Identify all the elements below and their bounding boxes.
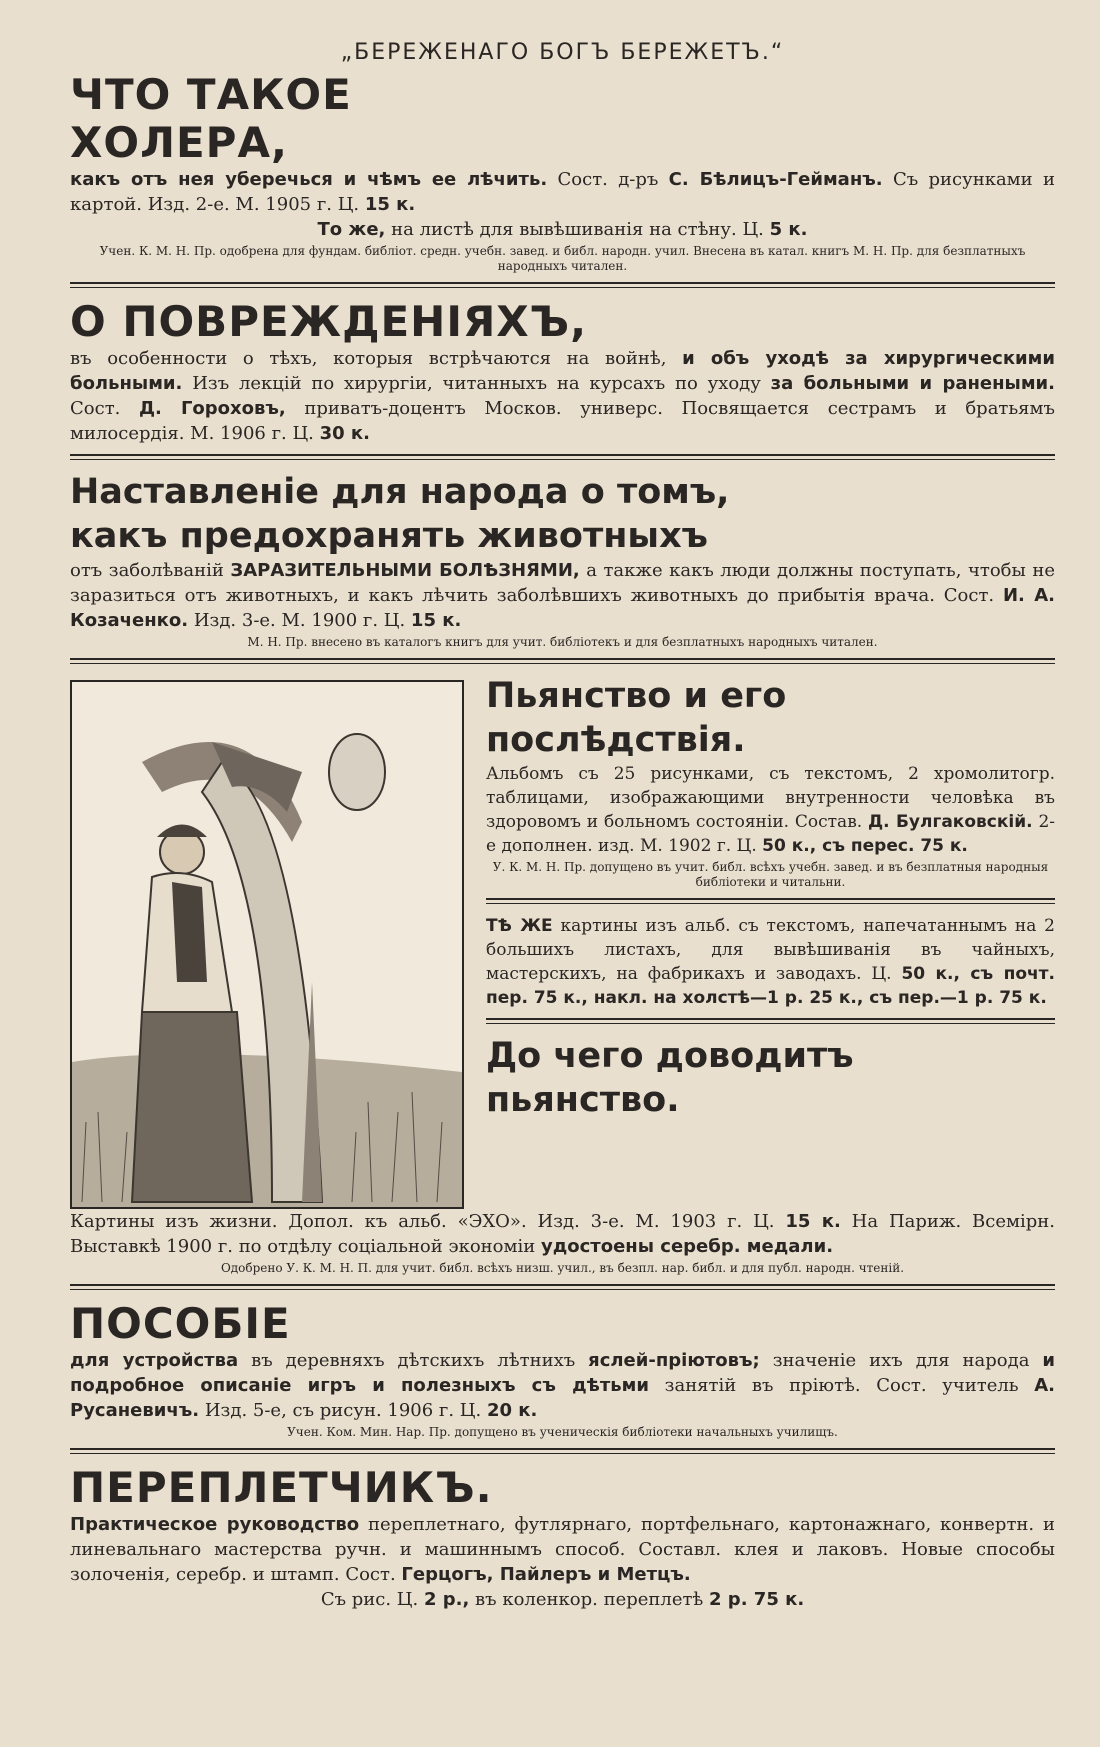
divider xyxy=(70,282,1055,288)
cholera-also-text: на листѣ для вывѣшиванія на стѣну. Ц. xyxy=(385,219,770,240)
section-animals xyxy=(70,470,1055,650)
injuries-description xyxy=(70,346,1055,446)
binder-text1: переплетнаго, футлярнаго, портфельнаго, картонажнаго, конвертн. и линевальнаго мастерства ручн. и машиннымъ способ. Составл. клея и лаковъ. Новые способы золоченія, серебр. и штамп. Сост. xyxy=(70,1514,1055,1585)
manual-author: А. Русаневичъ. xyxy=(70,1375,1056,1421)
manual-title: ПОСОБІЕ xyxy=(70,1299,291,1348)
binder-text2: Съ рис. Ц. xyxy=(320,1589,424,1610)
cholera-text: Сост. д-ръ xyxy=(547,169,669,190)
drunkenness-title-line2: послѣдствія. xyxy=(486,720,746,760)
motto: „БЕРЕЖЕНАГО БОГЪ БЕРЕЖЕТЪ.“ xyxy=(340,40,785,65)
section-manual xyxy=(70,1300,1055,1440)
injuries-bold2: за больными и ранеными. xyxy=(770,373,1055,394)
drunkenness-price: 50 к., съ перес. 75 к. xyxy=(762,836,968,856)
cholera-title-line1: ЧТО ТАКОЕ xyxy=(70,70,352,119)
posters-price: 50 к., съ почт. пер. 75 к., накл. на холстѣ—1 р. 25 к., съ пер.—1 р. 75 к. xyxy=(486,964,1055,1008)
cholera-price: 15 к. xyxy=(364,194,416,215)
injuries-title: О ПОВРЕЖДЕНІЯХЪ, xyxy=(70,297,588,346)
leads-title-line2: пьянство. xyxy=(486,1080,680,1120)
drunkenness-author: Д. Булгаковскій. xyxy=(868,812,1033,832)
drunkenness-row xyxy=(70,674,1055,1209)
divider xyxy=(486,1018,1055,1024)
manual-bold2: яслей-пріютовъ; xyxy=(588,1350,760,1371)
animals-description xyxy=(70,558,1055,633)
binder-text3: въ коленкор. переплетѣ xyxy=(469,1589,710,1610)
animals-bold1: ЗАРАЗИТЕЛЬНЫМИ БОЛѢЗНЯМИ, xyxy=(230,560,580,581)
drunkenness-note: У. К. М. Н. Пр. допущено въ учит. библ. всѣхъ учебн. завед. и въ безплатныя народныя библіотеки и читальни. xyxy=(492,860,1049,889)
animals-text3: Изд. 3-е. М. 1900 г. Ц. xyxy=(188,610,411,631)
animals-title-line2: какъ предохранять животныхъ xyxy=(70,516,708,556)
binder-title: ПЕРЕПЛЕТЧИКЪ. xyxy=(70,1463,493,1512)
divider xyxy=(70,658,1055,664)
binder-price: 2 р., xyxy=(423,1589,470,1610)
injuries-bold1: и объ уходѣ за хирургическими больными. xyxy=(70,348,1055,394)
animals-note: М. Н. Пр. внесено въ каталогъ книгъ для учит. библіотекъ и для безплатныхъ народныхъ читален. xyxy=(247,635,878,649)
binder-bold1: Практическое руководство xyxy=(70,1514,360,1535)
cholera-also-price: 5 к. xyxy=(769,219,808,240)
animals-price: 15 к. xyxy=(410,610,462,631)
animals-title-line1: Наставленіе для народа о томъ, xyxy=(70,472,730,512)
leads-text1: Картины изъ жизни. Допол. къ альб. «ЭХО». Изд. 3-е. М. 1903 г. Ц. xyxy=(70,1211,786,1232)
drunkenness-text2: 2-е дополнен. изд. М. 1902 г. Ц. xyxy=(486,812,1056,856)
cholera-edition: Съ рисунками и картой. Изд. 2-е. М. 1905 г. Ц. xyxy=(70,169,1055,215)
cholera-author: С. Бѣлицъ-Гейманъ. xyxy=(668,169,883,190)
injuries-author: Д. Гороховъ, xyxy=(138,398,286,419)
manual-bold3: и подробное описаніе игръ и полезныхъ съ дѣтьми xyxy=(70,1350,1056,1396)
engraving-image xyxy=(72,682,462,1207)
advertisement-page xyxy=(70,40,1055,1612)
cholera-description xyxy=(70,167,1055,217)
woman-illustration xyxy=(70,680,464,1209)
manual-description xyxy=(70,1348,1055,1423)
manual-price: 20 к. xyxy=(486,1400,538,1421)
leads-note: Одобрено У. К. М. Н. П. для учит. библ. всѣхъ низш. учил., въ безпл. нар. библ. и для публ. народн. чтеній. xyxy=(220,1261,905,1275)
binder-description xyxy=(70,1512,1055,1587)
leads-text2: На Париж. Всемірн. Выставкѣ 1900 г. по отдѣлу соціальной экономіи xyxy=(70,1211,1055,1257)
divider xyxy=(70,454,1055,460)
posters-label: ТѢ ЖЕ xyxy=(486,916,553,936)
leads-description xyxy=(70,1209,1055,1259)
section-cholera xyxy=(70,71,1055,274)
manual-text3: занятій въ пріютѣ. Сост. учитель xyxy=(649,1375,1035,1396)
injuries-text1: въ особенности о тѣхъ, которыя встрѣчаются на войнѣ, xyxy=(70,348,683,369)
leads-title-line1: До чего доводитъ xyxy=(486,1036,854,1076)
divider xyxy=(70,1284,1055,1290)
divider xyxy=(486,898,1055,904)
manual-text2: значеніе ихъ для народа xyxy=(759,1350,1043,1371)
injuries-price: 30 к. xyxy=(319,423,370,444)
binder-authors: Герцогъ, Пайлеръ и Метцъ. xyxy=(401,1564,691,1585)
binder-price-line xyxy=(70,1587,1055,1612)
animals-author: И. А. Козаченко. xyxy=(70,585,1055,631)
drunkenness-text1: Альбомъ съ 25 рисунками, съ текстомъ, 2 хромолитогр. таблицами, изображающими внутренности человѣка въ здоровомъ и больномъ состояніи. Состав. xyxy=(486,764,1055,832)
divider xyxy=(70,1448,1055,1454)
cholera-subtitle: какъ отъ нея уберечься и чѣмъ ее лѣчить. xyxy=(70,169,548,190)
leads-medal: удостоены серебр. медали. xyxy=(540,1236,834,1257)
drunkenness-posters xyxy=(486,914,1055,1010)
manual-bold1: для устройства xyxy=(70,1350,239,1371)
section-binder xyxy=(70,1464,1055,1612)
cholera-title-line2: ХОЛЕРА, xyxy=(70,118,288,167)
cholera-note: Учен. К. М. Н. Пр. одобрена для фундам. библiот. средн. учебн. завед. и библ. народн. учил. Внесена въ катал. книгъ М. Н. Пр. для безплатныхъ народныхъ читален. xyxy=(99,244,1026,273)
cholera-sheet-edition xyxy=(70,217,1055,242)
drunkenness-title-line1: Пьянство и его xyxy=(486,676,787,716)
binder-price2: 2 р. 75 к. xyxy=(709,1589,805,1610)
posters-text: картины изъ альб. съ текстомъ, напечатаннымъ на 2 большихъ листахъ, для вывѣшиванія въ чайныхъ, мастерскихъ, на фабрикахъ и заводахъ. Ц. xyxy=(486,916,1055,984)
cholera-also-label: То же, xyxy=(317,219,386,240)
leads-price: 15 к. xyxy=(785,1211,841,1232)
animals-text1: отъ заболѣваній xyxy=(70,560,231,581)
manual-note: Учен. Ком. Мин. Нар. Пр. допущено въ ученическія библіотеки начальныхъ училищъ. xyxy=(287,1425,838,1439)
injuries-text4: приватъ-доцентъ Москов. универс. Посвящается сестрамъ и братьямъ милосердія. М. 1906 г. Ц. xyxy=(70,398,1055,444)
manual-text1: въ деревняхъ дѣтскихъ лѣтнихъ xyxy=(238,1350,589,1371)
section-injuries xyxy=(70,298,1055,446)
manual-text4: Изд. 5-е, съ рисун. 1906 г. Ц. xyxy=(199,1400,487,1421)
drunkenness-description xyxy=(486,762,1055,858)
injuries-text2: Изъ лекцій по хирургіи, читанныхъ на курсахъ по уходу xyxy=(182,373,771,394)
drunkenness-column xyxy=(486,674,1055,1209)
injuries-text3: Сост. xyxy=(70,398,139,419)
animals-text2: а также какъ люди должны поступать, чтобы не заразиться отъ животныхъ, и какъ лѣчить заболѣвшихъ животныхъ до прибытія врача. Сост. xyxy=(70,560,1055,606)
